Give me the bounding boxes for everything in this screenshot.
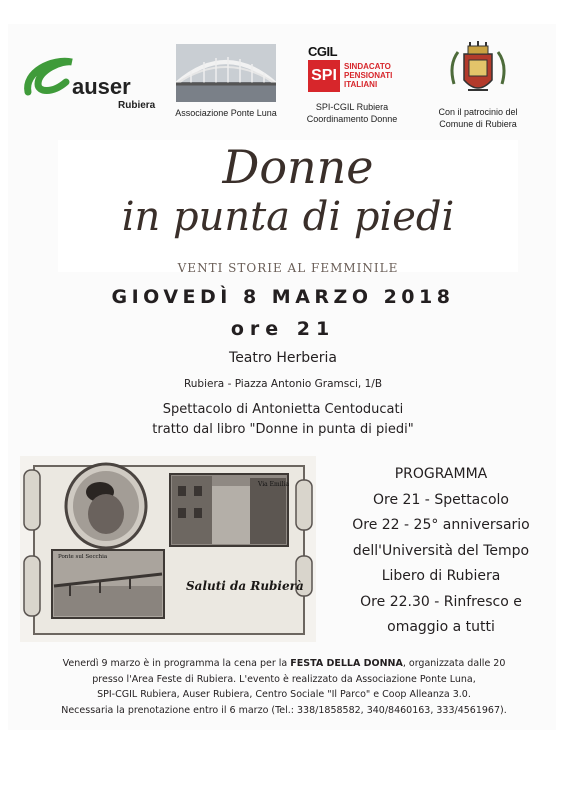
festa-della-donna: FESTA DELLA DONNA — [290, 658, 403, 669]
ponte-luna-logo — [172, 44, 280, 124]
program-line: Ore 22 - 25° anniversario — [352, 517, 530, 533]
town-crest-icon — [446, 40, 510, 102]
subtitle: VENTI STORIE AL FEMMINILE — [177, 261, 399, 275]
program-line: Ore 22.30 - Rinfresco e — [360, 593, 522, 610]
program-line: Ore 21 - Spettacolo — [373, 491, 509, 508]
program-section — [336, 462, 546, 641]
spi-caption-1: SPI-CGIL Rubiera — [315, 102, 389, 112]
auser-city: Rubiera — [118, 100, 156, 111]
spi-badge: SPI — [308, 60, 340, 92]
footer-line-1: Venerdì 9 marzo è in programma la cena per la FESTA DELLA DONNA, organizzata dalle 20 — [62, 658, 506, 669]
spi-caption-2: Coordinamento Donne — [306, 114, 398, 124]
event-time: ore 21 — [230, 318, 336, 340]
comune-logo — [428, 40, 528, 134]
program-heading: PROGRAMMA — [394, 466, 488, 482]
show-source: tratto dal libro "Donne in punta di piedi" — [152, 422, 414, 437]
program-line: omaggio a tutti — [387, 619, 495, 635]
postcard-illustration — [20, 456, 316, 642]
postcard-greeting: Saluti da Rubierà — [186, 579, 304, 593]
event-venue: Teatro Herberia — [229, 350, 337, 366]
event-address: Rubiera - Piazza Antonio Gramsci, 1/B — [183, 378, 383, 390]
event-date: GIOVEDÌ 8 MARZO 2018 — [111, 286, 455, 308]
footer-line-4: Necessaria la prenotazione entro il 6 marzo (Tel.: 338/1858582, 340/8460163, 333/4561967). — [61, 704, 507, 716]
spi-cgil-logo — [296, 44, 408, 130]
postcard-street-label: Via Emilia — [258, 481, 290, 488]
footer-line-3: SPI-CGIL Rubiera, Auser Rubiera, Centro Sociale "Il Parco" e Coop Alleanza 3.0. — [97, 689, 471, 700]
auser-logo — [22, 52, 162, 112]
footer-line-2: presso l'Area Feste di Rubiera. L'evento è realizzato da Associazione Ponte Luna, — [92, 673, 476, 685]
footer-notes — [24, 656, 544, 718]
cgil-wordmark: CGIL — [308, 44, 338, 59]
ponte-luna-caption: Associazione Ponte Luna — [175, 108, 277, 118]
vintage-postcard — [20, 456, 316, 642]
comune-caption: Con il patrocinio del Comune di Rubiera — [438, 107, 518, 129]
show-author: Spettacolo di Antonietta Centoducati — [162, 402, 404, 417]
program-line: Libero di Rubiera — [381, 568, 501, 584]
auser-wordmark: auser — [72, 74, 131, 99]
title-line-2: in punta di piedi — [121, 194, 455, 240]
spi-full-name: SINDACATO PENSIONATI ITALIANI — [344, 62, 393, 89]
bridge-photo-icon — [176, 44, 276, 102]
program-line: dell'Università del Tempo — [352, 542, 530, 559]
title-banner — [58, 140, 518, 272]
postcard-bridge-label: Ponte sul Secchia — [58, 554, 108, 560]
title-line-1: Donne — [222, 140, 374, 194]
